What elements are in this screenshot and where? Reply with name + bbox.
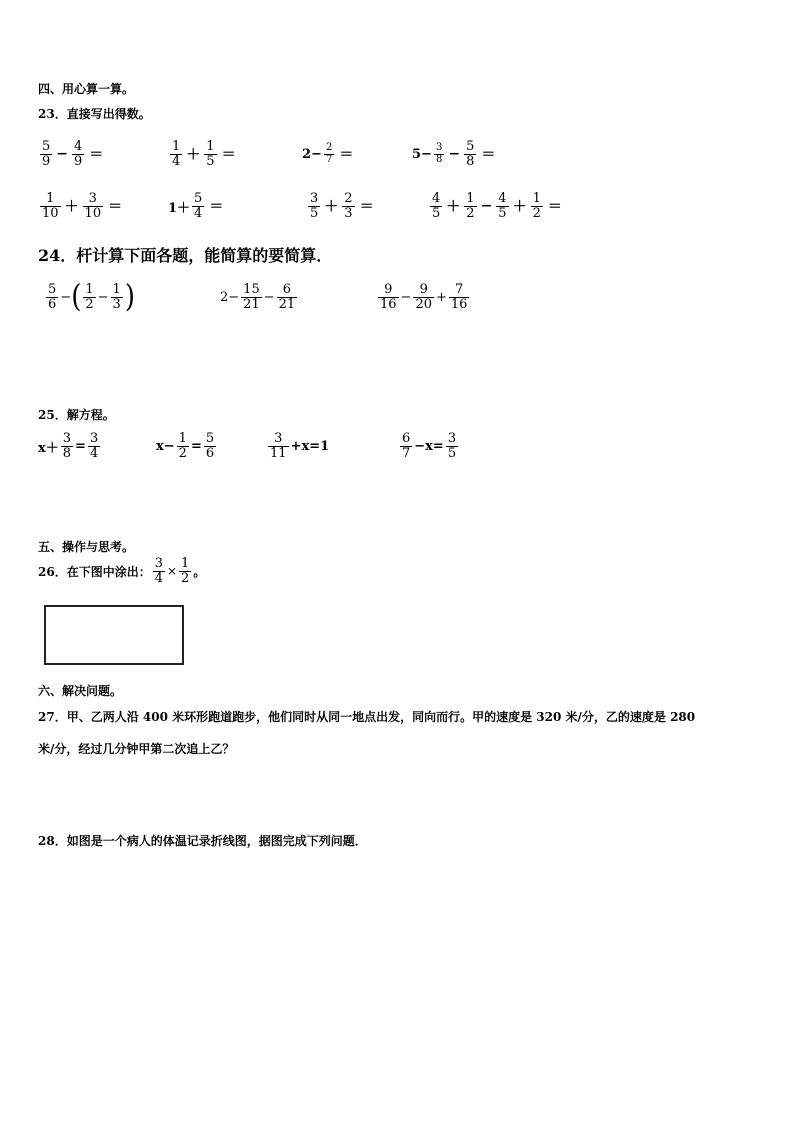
numerator: 1 bbox=[532, 191, 541, 206]
math-symbol: ＋ bbox=[64, 199, 79, 216]
q27-line-1: 27．甲、乙两人沿 400 米环形跑道跑步，他们同时从同一地点出发，同向而行。甲的速度是 320 米/分，乙的速度是 280 bbox=[38, 710, 696, 724]
numerator: 5 bbox=[48, 282, 57, 297]
math-symbol: 1＋ bbox=[168, 200, 191, 216]
math-symbol: − bbox=[263, 289, 275, 305]
numerator: 6 bbox=[402, 431, 411, 446]
q26-title bbox=[38, 557, 205, 585]
denominator: 2 bbox=[181, 570, 190, 586]
denominator: 4 bbox=[154, 570, 163, 586]
numerator: 3 bbox=[447, 431, 457, 446]
math-symbol: × bbox=[166, 564, 178, 579]
numerator: 4 bbox=[432, 191, 441, 206]
math-symbol: ＝ bbox=[108, 199, 123, 216]
numerator: 5 bbox=[42, 139, 51, 154]
denominator: 5 bbox=[447, 445, 457, 461]
math-symbol: +x=1 bbox=[290, 438, 330, 454]
denominator: 9 bbox=[74, 153, 83, 169]
numerator: 3 bbox=[310, 191, 319, 206]
q23-expr-6 bbox=[168, 192, 223, 220]
numerator: 5 bbox=[205, 431, 215, 446]
numerator: 5 bbox=[466, 139, 475, 154]
denominator: 2 bbox=[178, 445, 187, 461]
math-symbol: − bbox=[448, 146, 461, 163]
denominator: 8 bbox=[466, 153, 475, 169]
fraction bbox=[88, 432, 100, 460]
fraction bbox=[40, 140, 52, 168]
math-symbol: ＋ bbox=[446, 199, 461, 216]
q24-title: 24．杆计算下面各题，能简算的要简算． bbox=[38, 246, 333, 265]
numerator: 3 bbox=[435, 142, 443, 154]
math-symbol: ＋ bbox=[512, 199, 527, 216]
denominator: 20 bbox=[415, 296, 432, 312]
math-symbol: 。 bbox=[193, 564, 206, 579]
math-symbol: ＋ bbox=[186, 147, 201, 164]
fraction bbox=[430, 192, 442, 220]
math-symbol: = bbox=[190, 438, 202, 454]
math-symbol: − bbox=[400, 289, 412, 305]
denominator: 21 bbox=[278, 296, 296, 312]
denominator: 5 bbox=[432, 205, 441, 221]
math-symbol: ＋ bbox=[324, 199, 339, 216]
fraction bbox=[378, 283, 399, 311]
q23-expr-5 bbox=[38, 192, 122, 220]
fraction bbox=[449, 283, 470, 311]
math-symbol: ＝ bbox=[547, 199, 562, 216]
q28-title: 28．如图是一个病人的体温记录折线图，据图完成下列问题． bbox=[38, 834, 367, 848]
denominator: 2 bbox=[466, 205, 475, 221]
denominator: 9 bbox=[42, 153, 51, 169]
math-symbol: − bbox=[480, 198, 493, 215]
numerator: 9 bbox=[384, 282, 393, 297]
fraction bbox=[496, 192, 508, 220]
numerator: 1 bbox=[46, 191, 55, 206]
fraction bbox=[434, 143, 444, 165]
q23-title: 23．直接写出得数。 bbox=[38, 107, 151, 121]
fraction bbox=[40, 192, 61, 220]
math-symbol: ＝ bbox=[339, 147, 354, 163]
fraction bbox=[308, 192, 320, 220]
q25-equation-4 bbox=[398, 432, 460, 460]
math-symbol: + bbox=[436, 289, 447, 305]
numerator: 6 bbox=[282, 282, 292, 297]
fraction bbox=[204, 140, 216, 168]
q25-equation-1 bbox=[38, 432, 102, 460]
q25-equation-3 bbox=[266, 432, 329, 460]
fraction bbox=[464, 192, 476, 220]
numerator: 1 bbox=[172, 139, 181, 154]
fraction bbox=[464, 140, 476, 168]
math-symbol: = bbox=[75, 438, 86, 454]
fraction bbox=[177, 432, 189, 460]
math-symbol: 2− bbox=[302, 146, 322, 162]
numerator: 3 bbox=[89, 431, 99, 446]
fraction bbox=[324, 143, 334, 165]
fraction bbox=[170, 140, 182, 168]
denominator: 11 bbox=[270, 445, 287, 461]
fraction bbox=[400, 432, 412, 460]
denominator: 5 bbox=[310, 205, 319, 221]
denominator: 2 bbox=[532, 205, 541, 221]
q27-line-2: 米/分，经过几分钟甲第二次追上乙？ bbox=[38, 742, 235, 756]
math-symbol: −x= bbox=[414, 438, 444, 454]
q24-expr-3 bbox=[376, 283, 471, 311]
q23-expr-4 bbox=[412, 140, 495, 168]
denominator: 10 bbox=[42, 205, 59, 221]
q23-expr-1 bbox=[38, 140, 103, 168]
numerator: 3 bbox=[88, 191, 97, 206]
math-symbol: ＝ bbox=[89, 147, 104, 164]
denominator: 4 bbox=[89, 445, 99, 461]
math-symbol: 26．在下图中涂出： bbox=[38, 564, 151, 579]
fraction bbox=[342, 192, 354, 220]
q25-title: 25．解方程。 bbox=[38, 408, 115, 422]
math-symbol: ) bbox=[124, 279, 135, 316]
fraction bbox=[446, 432, 458, 460]
math-symbol: ＝ bbox=[221, 147, 236, 164]
fraction bbox=[61, 432, 73, 460]
denominator: 5 bbox=[206, 153, 215, 169]
denominator: 7 bbox=[402, 445, 411, 461]
numerator: 15 bbox=[243, 282, 260, 297]
denominator: 7 bbox=[325, 153, 333, 165]
math-symbol: − bbox=[60, 289, 72, 305]
numerator: 4 bbox=[74, 139, 83, 154]
numerator: 4 bbox=[498, 191, 507, 206]
q24-expr-2 bbox=[220, 283, 299, 311]
denominator: 4 bbox=[194, 205, 203, 221]
denominator: 5 bbox=[498, 205, 507, 221]
numerator: 5 bbox=[194, 191, 203, 206]
denominator: 2 bbox=[85, 296, 94, 312]
numerator: 2 bbox=[344, 191, 353, 206]
numerator: 1 bbox=[112, 282, 121, 297]
denominator: 3 bbox=[112, 296, 121, 312]
section-4-heading: 四、用心算一算。 bbox=[38, 82, 135, 96]
numerator: 9 bbox=[419, 282, 428, 297]
numerator: 7 bbox=[455, 282, 464, 297]
fraction bbox=[204, 432, 216, 460]
denominator: 10 bbox=[84, 205, 102, 221]
q23-expr-7 bbox=[306, 192, 374, 220]
section-5-heading: 五、操作与思考。 bbox=[38, 540, 135, 554]
numerator: 2 bbox=[325, 142, 333, 153]
numerator: 1 bbox=[181, 556, 190, 571]
denominator: 4 bbox=[172, 153, 181, 169]
numerator: 1 bbox=[178, 431, 187, 446]
q23-expr-3 bbox=[302, 143, 353, 165]
denominator: 16 bbox=[380, 296, 397, 312]
math-symbol: x− bbox=[156, 438, 175, 454]
shading-rectangle[interactable] bbox=[44, 605, 184, 665]
fraction bbox=[111, 283, 123, 311]
denominator: 6 bbox=[48, 296, 57, 312]
fraction bbox=[179, 557, 191, 585]
q24-expr-1 bbox=[44, 279, 135, 316]
numerator: 3 bbox=[62, 431, 72, 446]
fraction bbox=[192, 192, 204, 220]
denominator: 8 bbox=[435, 153, 443, 165]
fraction bbox=[277, 283, 298, 311]
fraction bbox=[241, 283, 262, 311]
numerator: 3 bbox=[274, 431, 283, 446]
fraction bbox=[268, 432, 289, 460]
q23-expr-8 bbox=[428, 192, 562, 220]
fraction bbox=[83, 283, 95, 311]
denominator: 3 bbox=[344, 205, 353, 221]
math-symbol: x＋ bbox=[38, 440, 59, 456]
numerator: 1 bbox=[85, 282, 94, 297]
fraction bbox=[531, 192, 543, 220]
section-6-heading: 六、解决问题。 bbox=[38, 684, 123, 698]
fraction bbox=[153, 557, 165, 585]
numerator: 1 bbox=[466, 191, 475, 206]
math-symbol: 5− bbox=[412, 146, 432, 162]
q25-equation-2 bbox=[156, 432, 218, 460]
math-symbol: ＝ bbox=[209, 199, 224, 216]
denominator: 16 bbox=[450, 296, 468, 312]
fraction bbox=[46, 283, 58, 311]
denominator: 6 bbox=[205, 445, 215, 461]
math-symbol: 2− bbox=[220, 289, 240, 305]
q23-expr-2 bbox=[168, 140, 236, 168]
fraction bbox=[72, 140, 84, 168]
fraction bbox=[413, 283, 434, 311]
math-symbol: − bbox=[56, 146, 69, 163]
fraction bbox=[83, 192, 104, 220]
denominator: 8 bbox=[62, 445, 72, 461]
numerator: 1 bbox=[206, 139, 215, 154]
math-symbol: − bbox=[97, 289, 109, 305]
math-symbol: ＝ bbox=[481, 147, 496, 164]
math-symbol: ( bbox=[71, 279, 82, 316]
numerator: 3 bbox=[154, 556, 163, 571]
math-symbol: ＝ bbox=[359, 199, 374, 216]
denominator: 21 bbox=[243, 296, 260, 312]
